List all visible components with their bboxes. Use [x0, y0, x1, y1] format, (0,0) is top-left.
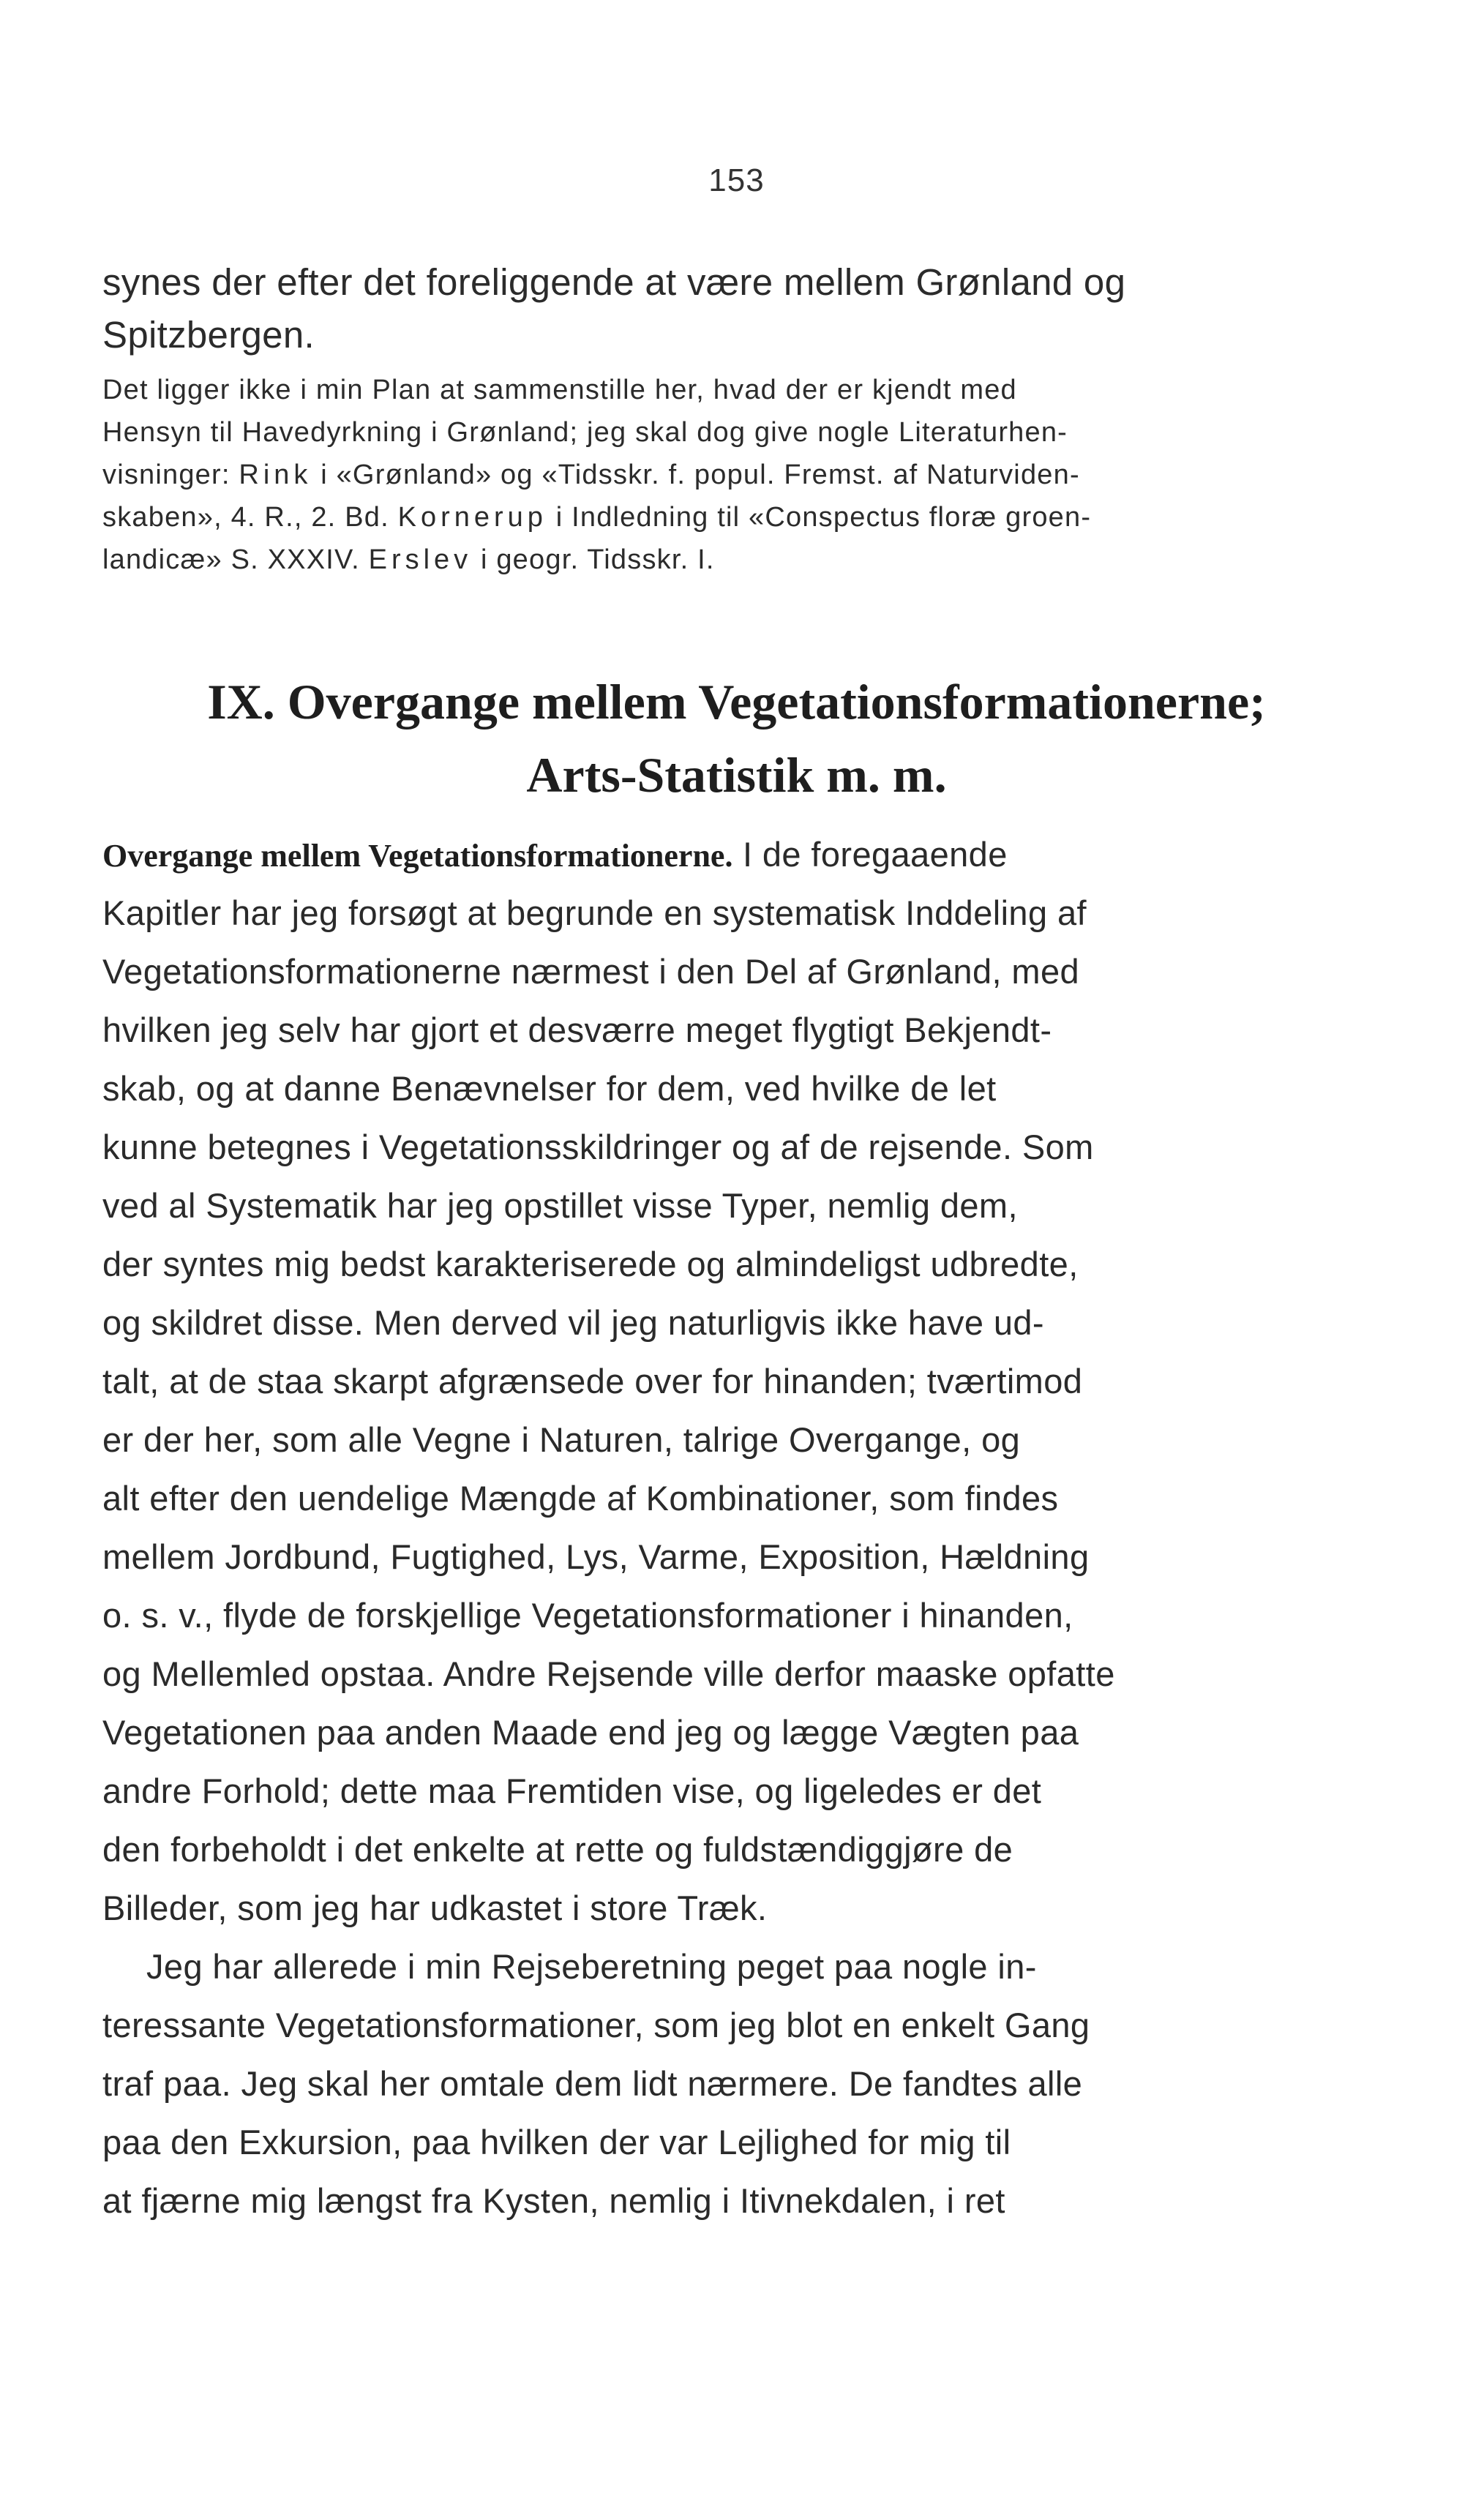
intro-line-1: synes der efter det foreliggende at være mellem Grønland og — [102, 261, 1126, 303]
body-line-13: mellem Jordbund, Fugtighed, Lys, Varme, Exposition, Hældning — [102, 1537, 1090, 1576]
body-line-24: at fjærne mig længst fra Kysten, nemlig i Itivnekdalen, i ret — [102, 2181, 1005, 2220]
author-name-kornerup: Kornerup — [397, 502, 547, 533]
body-line-10: talt, at de staa skarpt afgrænsede over for hinanden; tværtimod — [102, 1362, 1083, 1400]
note-text: i geogr. Tidsskr. I. — [480, 544, 715, 575]
body-line-19: Billeder, som jeg har udkastet i store Træk. — [102, 1889, 768, 1927]
intro-line-2: Spitzbergen. — [102, 314, 315, 356]
body-line-21: teressante Vegetationsformationer, som jeg blot en enkelt Gang — [102, 2006, 1090, 2044]
body-line-17: andre Forhold; dette maa Fremtiden vise, og ligeledes er det — [102, 1771, 1042, 1810]
author-name-erslev: Erslev — [368, 544, 473, 575]
run-in-heading: Overgange mellem Vegetationsformationerne. — [102, 838, 733, 874]
body-line-1 — [102, 834, 1008, 874]
note-line-5 — [102, 544, 715, 576]
note-line-4 — [102, 502, 1091, 533]
body-line-20: Jeg har allerede i min Rejseberetning peget paa nogle in- — [146, 1947, 1037, 1986]
note-line-1: Det ligger ikke i min Plan at sammenstille her, hvad der er kjendt med — [102, 375, 1017, 405]
note-text: skaben», 4. R., 2. Bd. — [102, 502, 389, 533]
body-line-8: der syntes mig bedst karakteriserede og almindeligst udbredte, — [102, 1245, 1079, 1283]
author-name-rink: Rink — [239, 460, 312, 490]
body-line-23: paa den Exkursion, paa hvilken der var Lejlighed for mig til — [102, 2123, 1011, 2161]
chapter-title-line-1: IX. Overgange mellem Vegetationsformationerne; — [207, 674, 1266, 730]
chapter-title-line-2: Arts-Statistik m. m. — [526, 747, 947, 803]
note-line-3 — [102, 460, 1080, 491]
note-text: landicæ» S. XXXIV. — [102, 544, 360, 575]
note-text: i Indledning til «Conspectus floræ groen- — [555, 502, 1092, 533]
body-line-2: Kapitler har jeg forsøgt at begrunde en systematisk Inddeling af — [102, 893, 1087, 932]
body-line-14: o. s. v., flyde de forskjellige Vegetationsformationer i hinanden, — [102, 1596, 1073, 1635]
body-line-3: Vegetationsformationerne nærmest i den Del af Grønland, med — [102, 952, 1080, 991]
note-text: i «Grønland» og «Tidsskr. f. popul. Fremst. af Naturviden- — [321, 460, 1080, 490]
body-line-22: traf paa. Jeg skal her omtale dem lidt nærmere. De fandtes alle — [102, 2064, 1083, 2103]
note-line-2: Hensyn til Havedyrkning i Grønland; jeg skal dog give nogle Literaturhen- — [102, 417, 1068, 448]
body-line-7: ved al Systematik har jeg opstillet visse Typer, nemlig dem, — [102, 1186, 1018, 1225]
body-line-16: Vegetationen paa anden Maade end jeg og lægge Vægten paa — [102, 1713, 1079, 1752]
body-line-6: kunne betegnes i Vegetationsskildringer og af de rejsende. Som — [102, 1128, 1094, 1166]
body-line-5: skab, og at danne Benævnelser for dem, ved hvilke de let — [102, 1069, 997, 1108]
body-line-15: og Mellemled opstaa. Andre Rejsende ville derfor maaske opfatte — [102, 1654, 1115, 1693]
body-line-18: den forbeholdt i det enkelte at rette og fuldstændiggjøre de — [102, 1830, 1013, 1869]
note-text: visninger: — [102, 460, 230, 490]
page-number: 153 — [708, 162, 765, 198]
body-line-12: alt efter den uendelige Mængde af Kombinationer, som findes — [102, 1479, 1059, 1518]
body-line-4: hvilken jeg selv har gjort et desværre meget flygtigt Bekjendt- — [102, 1010, 1052, 1049]
body-line-11: er der her, som alle Vegne i Naturen, talrige Overgange, og — [102, 1420, 1021, 1459]
body-text: I de foregaaende — [742, 835, 1008, 874]
body-line-9: og skildret disse. Men derved vil jeg naturligvis ikke have ud- — [102, 1303, 1044, 1342]
